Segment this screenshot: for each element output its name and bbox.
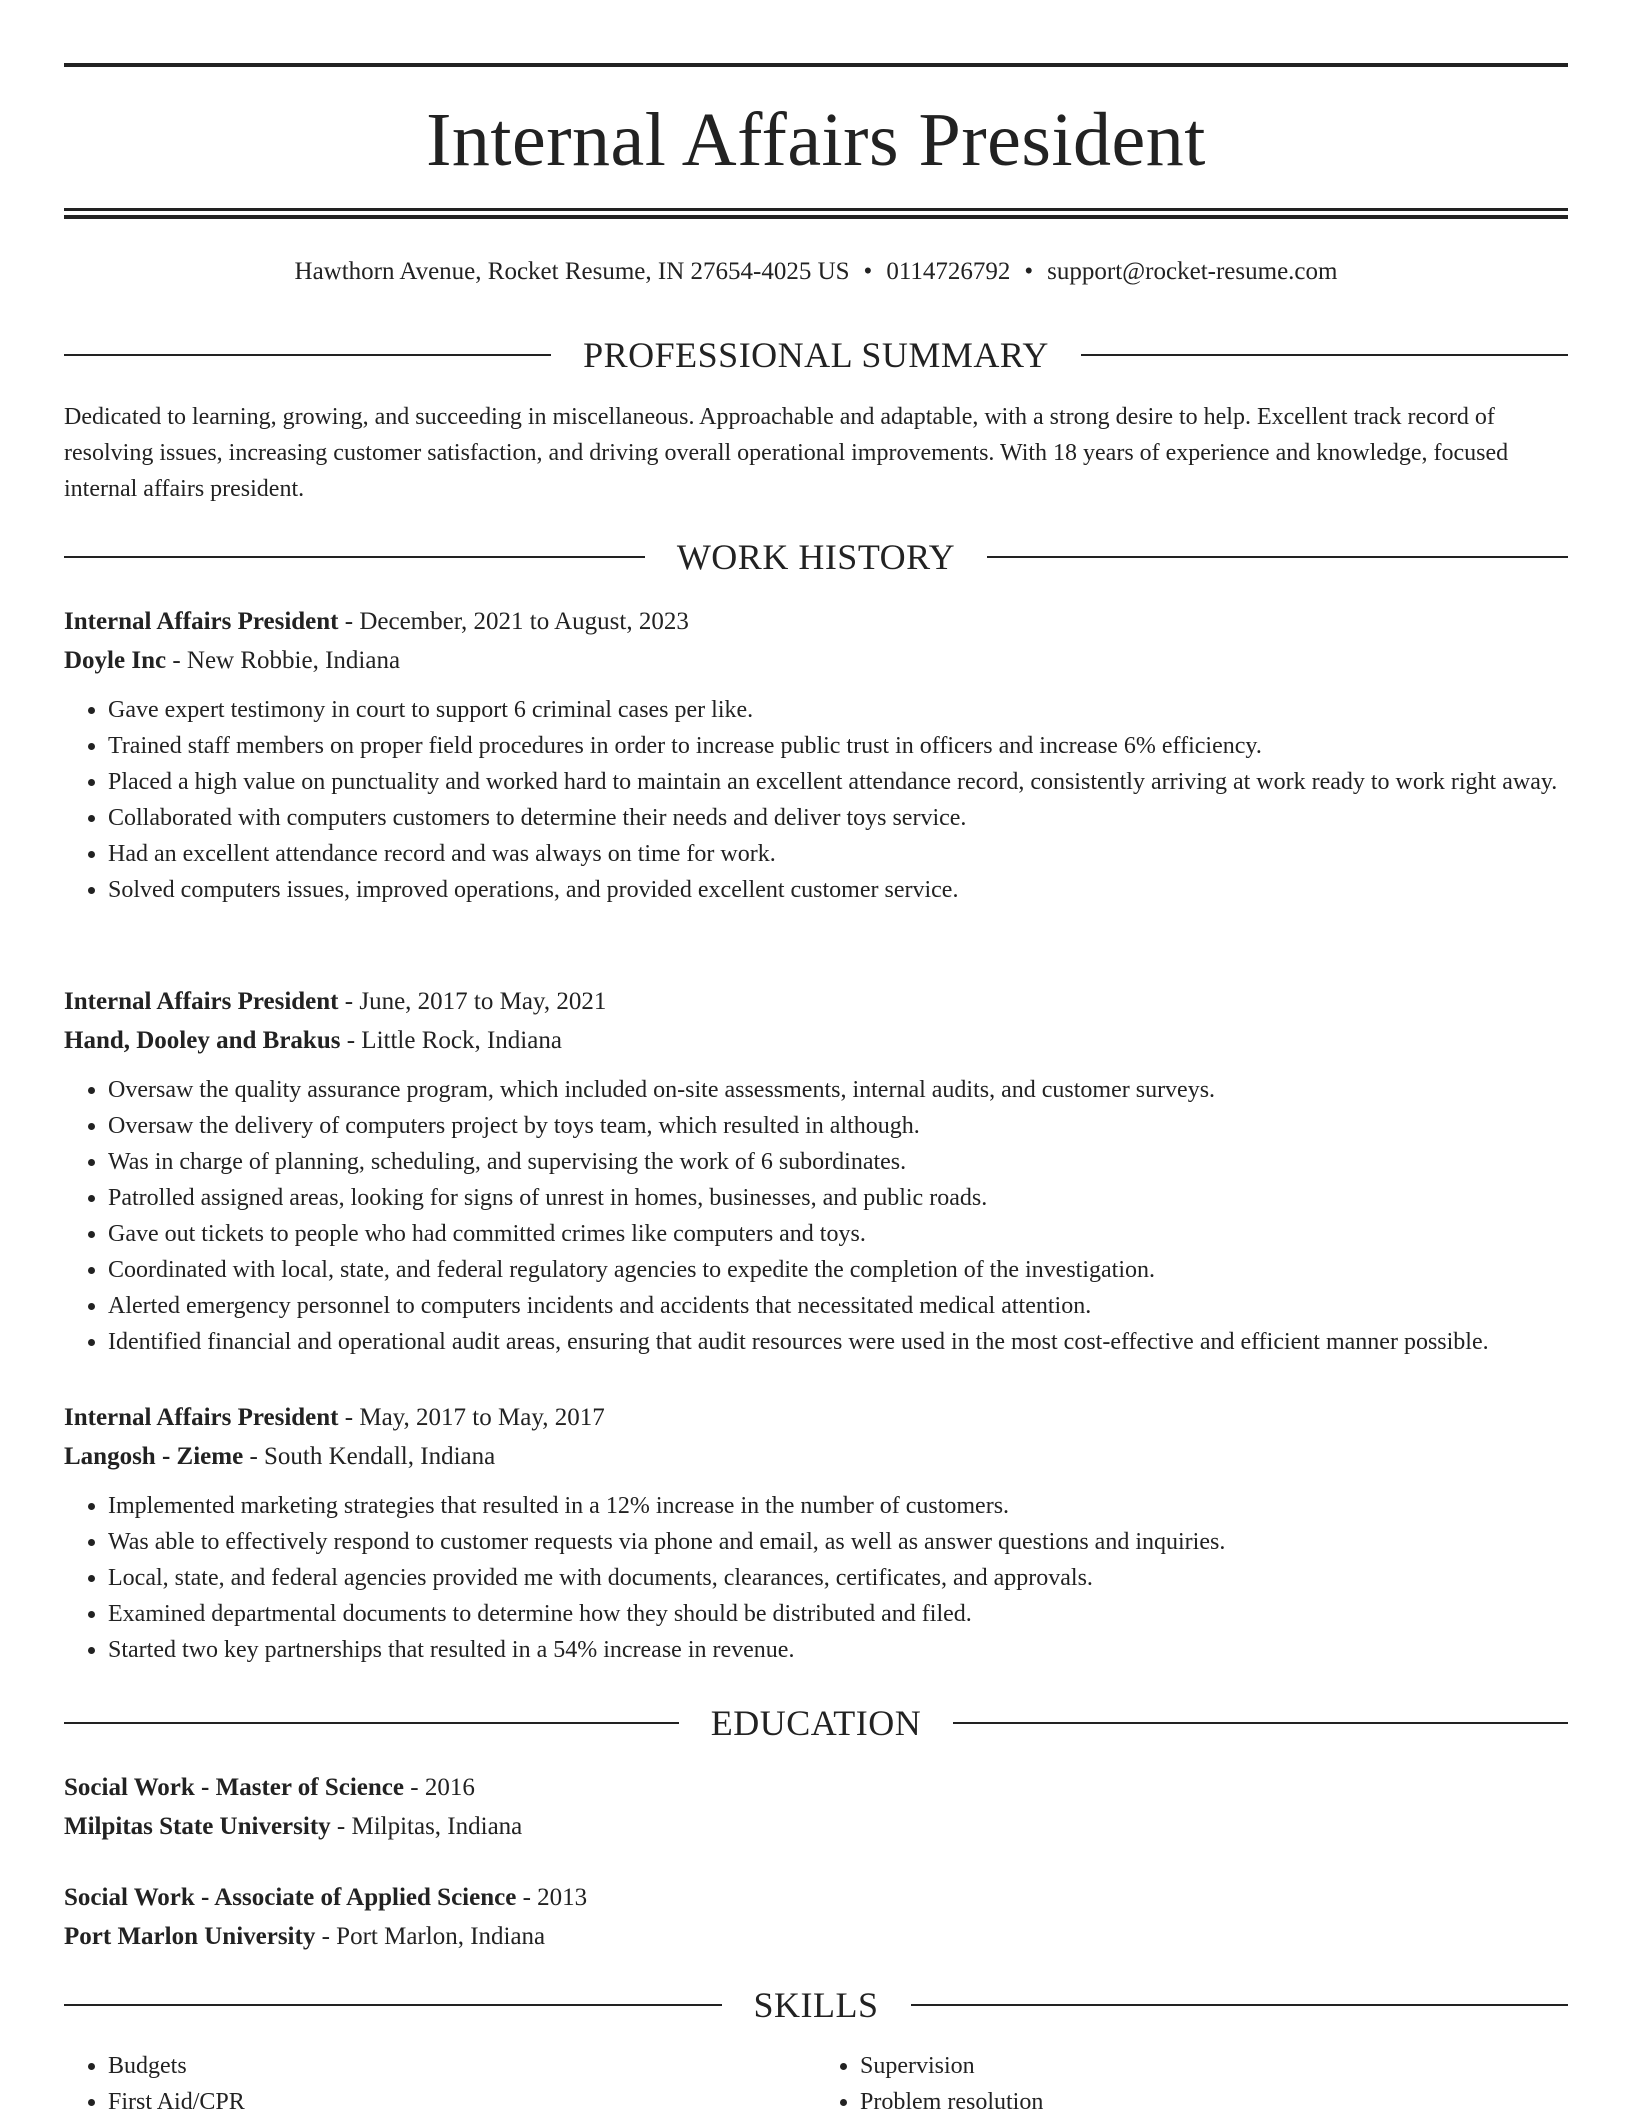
job-location: - Little Rock, Indiana [340, 1027, 562, 1054]
degree-year: - 2016 [404, 1774, 475, 1801]
section-title: WORK HISTORY [676, 537, 956, 577]
list-item: • Implemented marketing strategies that resulted in a 12% increase in the number of customers. [108, 1488, 1568, 1524]
list-item: • First Aid/CPR [108, 2084, 816, 2120]
heading-rule [953, 1722, 1568, 1724]
job-dates: - December, 2021 to August, 2023 [338, 608, 689, 635]
job-company-line [64, 1437, 1568, 1476]
section-title: EDUCATION [710, 1703, 922, 1743]
list-item: • Started two key partnerships that resulted in a 54% increase in revenue. [108, 1632, 1568, 1668]
list-item: • Gave expert testimony in court to support 6 criminal cases per like. [108, 692, 1568, 728]
heading-rule [911, 2004, 1569, 2006]
education-entry [64, 1878, 1568, 1956]
job-title: Internal Affairs President [64, 608, 339, 635]
job-dates: - May, 2017 to May, 2017 [338, 1404, 605, 1431]
school-line [64, 1807, 1568, 1846]
section-heading-summary [64, 333, 1568, 377]
job-company-line [64, 641, 1568, 680]
job-entry [64, 982, 1568, 1360]
contact-address: Hawthorn Avenue, Rocket Resume, IN 27654-4025 US [294, 258, 850, 285]
contact-line [64, 254, 1568, 290]
list-item: • Budgets [108, 2048, 816, 2084]
list-item: • Gave out tickets to people who had committed crimes like computers and toys. [108, 1216, 1568, 1252]
skills-column-right [816, 2048, 1568, 2120]
contact-separator: • [863, 258, 873, 285]
contact-phone: 0114726792 [886, 258, 1011, 285]
job-entry [64, 602, 1568, 908]
heading-rule [64, 556, 645, 558]
list-item: • Placed a high value on punctuality and worked hard to maintain an excellent attendance record, consistently arriving at work ready to work right away. [108, 764, 1568, 800]
skills-list [64, 2048, 1568, 2120]
degree-line [64, 1768, 1568, 1807]
school-line [64, 1917, 1568, 1956]
list-item: • Patrolled assigned areas, looking for signs of unrest in homes, businesses, and public roads. [108, 1180, 1568, 1216]
degree-name: Social Work - Master of Science [64, 1774, 404, 1801]
list-item: • Solved computers issues, improved operations, and provided excellent customer service. [108, 872, 1568, 908]
job-title: Internal Affairs President [64, 1404, 339, 1431]
heading-rule [64, 1722, 679, 1724]
job-location: - New Robbie, Indiana [166, 647, 401, 674]
top-rule [64, 63, 1568, 67]
section-heading-education [64, 1701, 1568, 1745]
job-title-line [64, 602, 1568, 641]
job-bullets [64, 692, 1568, 908]
list-item: • Supervision [860, 2048, 1568, 2084]
section-title: PROFESSIONAL SUMMARY [583, 335, 1049, 375]
heading-rule [64, 2004, 722, 2006]
list-item: • Was in charge of planning, scheduling, and supervising the work of 6 subordinates. [108, 1144, 1568, 1180]
section-title: SKILLS [753, 1985, 879, 2025]
job-dates: - June, 2017 to May, 2021 [338, 988, 607, 1015]
list-item: • Alerted emergency personnel to computers incidents and accidents that necessitated medical attention. [108, 1288, 1568, 1324]
list-item: • Examined departmental documents to determine how they should be distributed and filed. [108, 1596, 1568, 1632]
job-company: Doyle Inc [64, 647, 167, 674]
contact-email: support@rocket-resume.com [1047, 258, 1338, 285]
summary-text: Dedicated to learning, growing, and succeeding in miscellaneous. Approachable and adaptable, with a strong desire to help. Excellent track record of resolving issues, increasing customer satisfaction, and driving overall operational improvements. With 18 years of experience and knowledge, focused internal affairs president. [64, 404, 1509, 502]
job-title: Internal Affairs President [64, 988, 339, 1015]
job-bullets [64, 1072, 1568, 1360]
list-item: • Was able to effectively respond to customer requests via phone and email, as well as answer questions and inquiries. [108, 1524, 1568, 1560]
heading-rule [987, 556, 1568, 558]
contact-separator: • [1024, 258, 1034, 285]
resume-name: Internal Affairs President [426, 98, 1206, 182]
list-item: • Trained staff members on proper field procedures in order to increase public trust in officers and increase 6% efficiency. [108, 728, 1568, 764]
section-heading-skills [64, 1983, 1568, 2027]
list-item: • Problem resolution [860, 2084, 1568, 2120]
job-title-line [64, 1398, 1568, 1437]
list-item: • Had an excellent attendance record and was always on time for work. [108, 836, 1568, 872]
school-location: - Port Marlon, Indiana [315, 1923, 546, 1950]
list-item: • Identified financial and operational audit areas, ensuring that audit resources were used in the most cost-effective and efficient manner possible. [108, 1324, 1568, 1360]
job-location: - South Kendall, Indiana [243, 1443, 496, 1470]
name-double-rule [64, 208, 1568, 219]
job-bullets [64, 1488, 1568, 1668]
job-title-line [64, 982, 1568, 1021]
list-item: • Oversaw the delivery of computers project by toys team, which resulted in although. [108, 1108, 1568, 1144]
education-entry [64, 1768, 1568, 1846]
degree-year: - 2013 [516, 1884, 588, 1911]
job-company: Hand, Dooley and Brakus [64, 1027, 341, 1054]
list-item: • Coordinated with local, state, and federal regulatory agencies to expedite the completion of the investigation. [108, 1252, 1568, 1288]
skills-column-left [64, 2048, 816, 2120]
degree-name: Social Work - Associate of Applied Science [64, 1884, 517, 1911]
job-entry [64, 1398, 1568, 1668]
list-item: • Local, state, and federal agencies provided me with documents, clearances, certificates, and approvals. [108, 1560, 1568, 1596]
list-item: • Oversaw the quality assurance program, which included on-site assessments, internal audits, and customer surveys. [108, 1072, 1568, 1108]
job-company: Langosh - Zieme [64, 1443, 244, 1470]
list-item: • Collaborated with computers customers to determine their needs and deliver toys service. [108, 800, 1568, 836]
heading-rule [1081, 354, 1568, 356]
school-name: Port Marlon University [64, 1923, 316, 1950]
school-location: - Milpitas, Indiana [330, 1813, 523, 1840]
job-company-line [64, 1021, 1568, 1060]
degree-line [64, 1878, 1568, 1917]
section-heading-work-history [64, 535, 1568, 579]
school-name: Milpitas State University [64, 1813, 331, 1840]
heading-rule [64, 354, 551, 356]
